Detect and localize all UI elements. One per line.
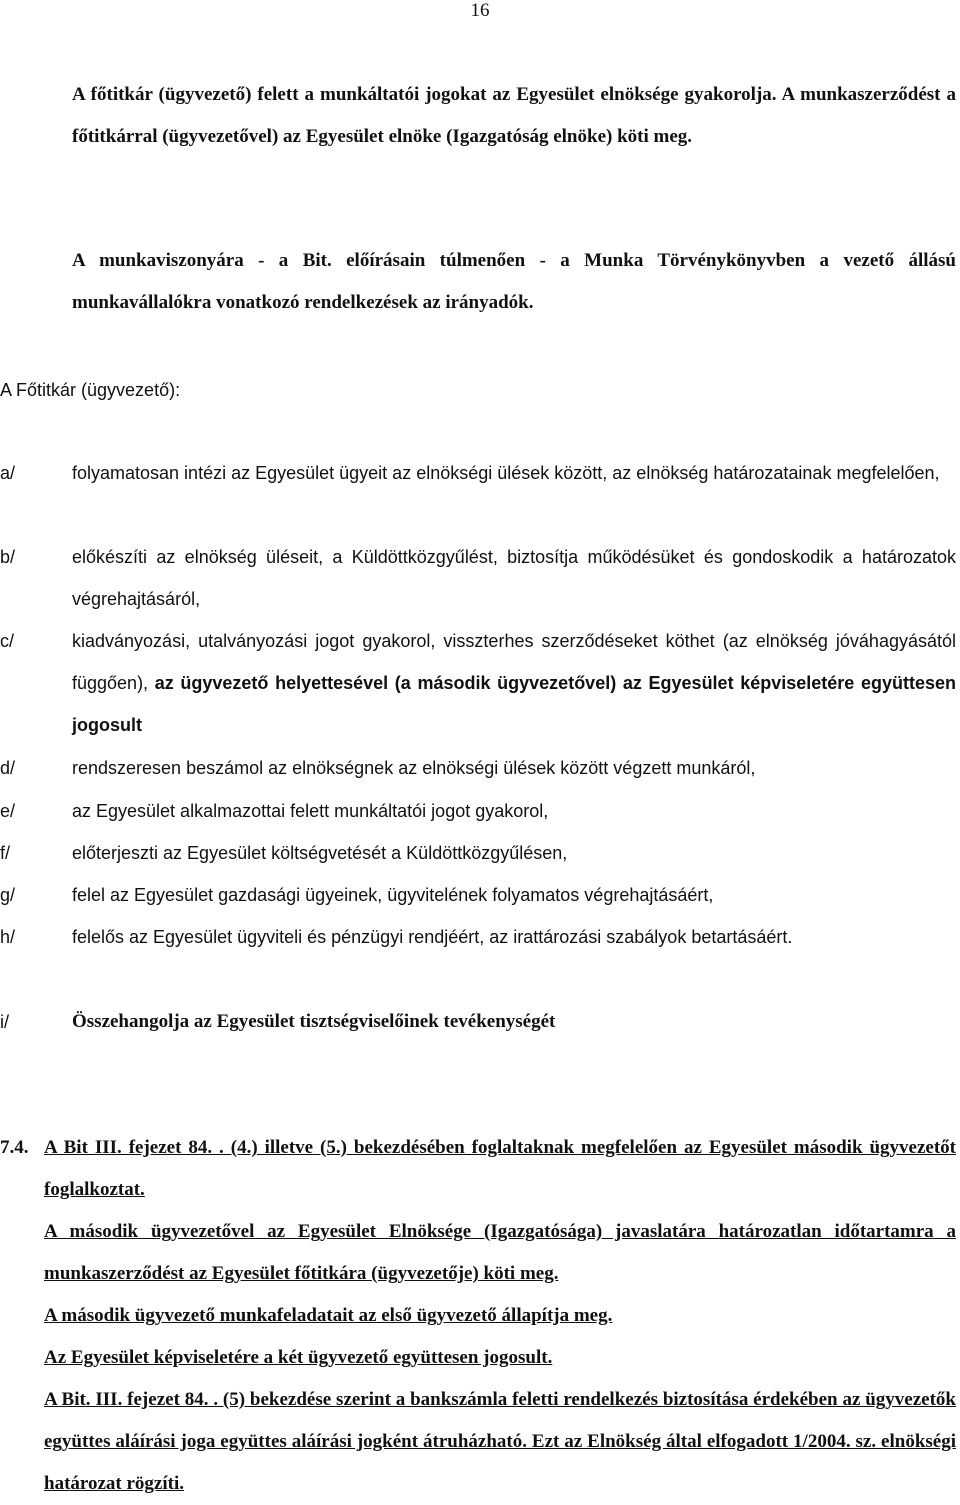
duty-item-b bbox=[0, 536, 956, 620]
duty-text: Összehangolja az Egyesület tisztségviselőinek tevékenységét bbox=[72, 1011, 556, 1032]
duty-text: felelős az Egyesület ügyviteli és pénzügyi rendjéért, az irattározási szabályok betartásáért. bbox=[72, 927, 793, 947]
duty-text: felel az Egyesület gazdasági ügyeinek, ügyvitelének folyamatos végrehajtásáért, bbox=[72, 885, 714, 905]
section-7-4 bbox=[0, 1127, 956, 1505]
duty-text: az Egyesület alkalmazottai felett munkáltatói jogot gyakorol, bbox=[72, 801, 549, 821]
section-paragraph: A második ügyvezetővel az Egyesület Elnöksége (Igazgatósága) javaslatára határozatlan időtartamra a munkaszerződést az Egyesület főtitkára (ügyvezetője) köti meg. bbox=[44, 1221, 956, 1284]
duty-text: előkészíti az elnökség üléseit, a Küldöttközgyűlést, biztosítja működésüket és gondoskodik a határozatok végrehajtásáról, bbox=[72, 547, 956, 609]
duty-letter: h/ bbox=[0, 927, 16, 947]
duty-text: rendszeresen beszámol az elnökségnek az elnökségi ülések között végzett munkáról, bbox=[72, 758, 756, 778]
duty-letter: e/ bbox=[0, 801, 16, 821]
duty-item-c bbox=[0, 620, 956, 746]
section-paragraph: A Bit III. fejezet 84. . (4.) illetve (5.) bekezdésében foglaltaknak megfelelően az Egyesület második ügyvezetőt foglalkoztat. bbox=[44, 1137, 956, 1200]
duty-text-normal: kiadványozási, utalványozási jogot gyakorol, visszterhes szerződéseket köthet (az elnökség jóváhagyásától függően), bbox=[72, 631, 956, 693]
duty-letter: i/ bbox=[0, 1012, 9, 1032]
duty-item-d bbox=[0, 747, 956, 789]
section-paragraph: A második ügyvezető munkafeladatait az első ügyvezető állapítja meg. bbox=[44, 1305, 613, 1326]
duty-text: folyamatosan intézi az Egyesület ügyeit az elnökségi ülések között, az elnökség határozatainak megfelelően, bbox=[72, 463, 940, 483]
section-number: 7.4. bbox=[0, 1137, 29, 1158]
duties-heading: A Főtitkár (ügyvezető): bbox=[0, 380, 181, 400]
duty-item-h bbox=[0, 916, 956, 958]
duty-letter: a/ bbox=[0, 463, 16, 483]
page-number: 16 bbox=[470, 0, 490, 21]
duty-text-bold: az ügyvezető helyettesével (a második ügyvezetővel) az Egyesület képviseletére együttesen jogosult bbox=[72, 673, 956, 735]
section-paragraph: Az Egyesület képviseletére a két ügyvezető együttesen jogosult. bbox=[44, 1347, 553, 1368]
duty-item-a bbox=[0, 452, 956, 494]
duty-letter: d/ bbox=[0, 758, 16, 778]
duty-text: előterjeszti az Egyesület költségvetését a Küldöttközgyűlésen, bbox=[72, 843, 568, 863]
duty-item-e bbox=[0, 790, 956, 832]
duty-letter: f/ bbox=[0, 843, 11, 863]
duty-item-g bbox=[0, 874, 956, 916]
intro-paragraph-employer: A főtitkár (ügyvezető) felett a munkáltatói jogokat az Egyesület elnöksége gyakorolja. A munkaszerződést a főtitkárral (ügyvezetővel) az Egyesület elnöke (Igazgatóság elnöke) köti meg. bbox=[72, 84, 956, 147]
section-paragraph: A Bit. III. fejezet 84. . (5) bekezdése szerint a bankszámla feletti rendelkezés biztosítása érdekében az ügyvezetők együttes aláírási joga együttes aláírási jogként átruházható. Ezt az Elnökség által elfogadott 1/2004. sz. elnökségi határozat rögzíti. bbox=[44, 1389, 956, 1494]
duty-letter: c/ bbox=[0, 631, 15, 651]
duty-item-i bbox=[0, 1001, 956, 1043]
duty-letter: g/ bbox=[0, 885, 16, 905]
intro-paragraph-employment: A munkaviszonyára - a Bit. előírásain túlmenően - a Munka Törvénykönyvben a vezető állású munkavállalókra vonatkozó rendelkezések az irányadók. bbox=[72, 250, 956, 313]
duty-item-f bbox=[0, 832, 956, 874]
duty-text bbox=[72, 620, 956, 746]
duty-letter: b/ bbox=[0, 547, 16, 567]
